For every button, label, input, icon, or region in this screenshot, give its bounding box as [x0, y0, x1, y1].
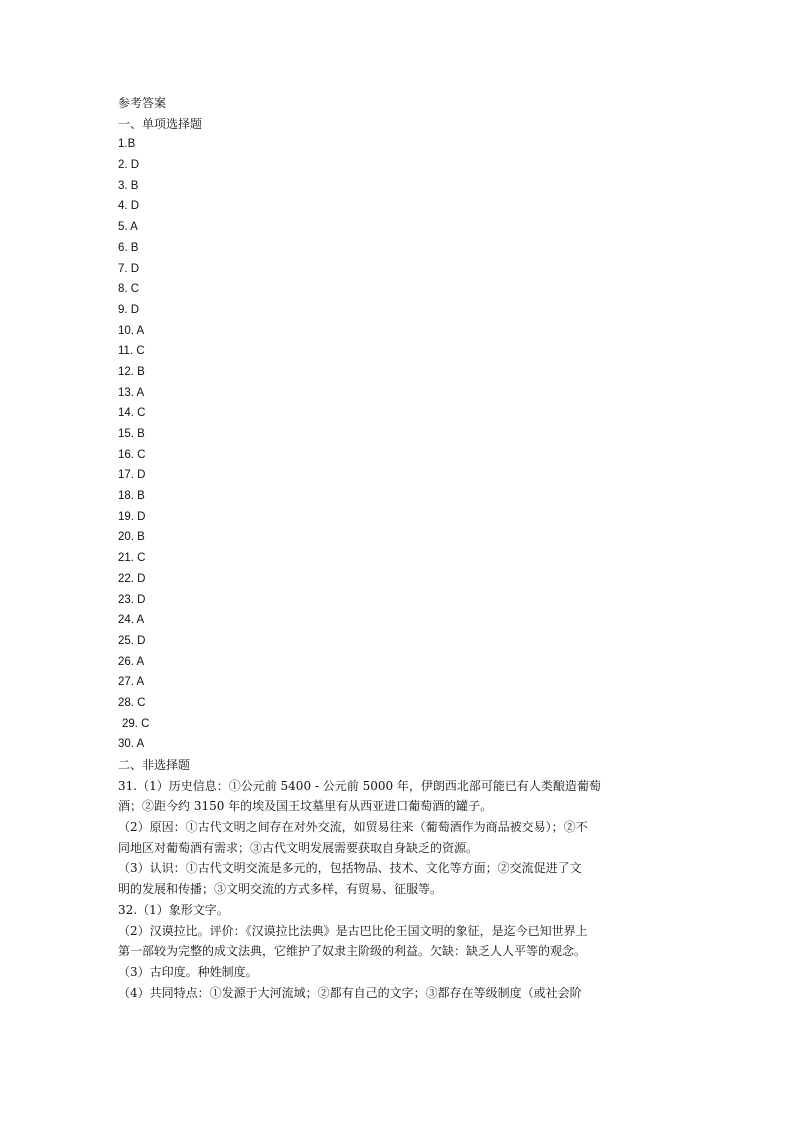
answer-item: 18. B — [118, 490, 145, 503]
answer-item: 20. B — [118, 531, 145, 544]
answer-item: 22. D — [118, 572, 146, 585]
question-31 — [118, 776, 678, 900]
answer-item: 3. B — [118, 179, 139, 192]
answer-item: 8. C — [118, 283, 140, 296]
answer-item: 23. D — [118, 593, 146, 606]
answer-item: 1.B — [118, 138, 136, 151]
section-heading-choice: 一、单项选择题 — [118, 116, 203, 131]
q32-part3: （3）古印度。种姓制度。 — [118, 964, 258, 979]
q32-part4: （4）共同特点：①发源于大河流域；②都有自己的文字；③都存在等级制度（或社会阶 — [118, 985, 582, 1000]
answer-item: 4. D — [118, 200, 140, 213]
q32-part2-line1: （2）汉谟拉比。评价：《汉谟拉比法典》是古巴比伦王国文明的象征，是迄今已知世界上 — [118, 923, 588, 938]
answer-item: 28. C — [118, 696, 146, 709]
answer-item: 9. D — [118, 303, 140, 316]
answer-item: 29. C — [122, 717, 150, 730]
q31-part1-line2: 酒；②距今约 3150 年的埃及国王坟墓里有从西亚进口葡萄酒的罐子。 — [118, 799, 493, 814]
answer-item: 26. A — [118, 655, 145, 668]
q31-part2-line1: （2）原因：①古代文明之间存在对外交流，如贸易往来（葡萄酒作为商品被交易）；②不 — [118, 820, 588, 835]
answer-item: 7. D — [118, 262, 140, 275]
answer-item: 5. A — [118, 221, 138, 234]
q31-part2-line2: 同地区对葡萄酒有需求；③古代文明发展需要获取自身缺乏的资源。 — [118, 840, 479, 855]
q31-part1-line1: 31.（1）历史信息：①公元前 5400 - 公元前 5000 年，伊朗西北部可能已有人类酿造葡萄 — [118, 778, 601, 793]
answer-list — [118, 134, 678, 755]
answer-item: 17. D — [118, 469, 146, 482]
answer-item: 6. B — [118, 241, 139, 254]
q32-part1: 32.（1）象形文字。 — [118, 902, 229, 917]
answer-document — [118, 93, 678, 1003]
answer-item: 14. C — [118, 407, 146, 420]
q31-part3-line2: 明的发展和传播；③文明交流的方式多样，有贸易、征服等。 — [118, 882, 443, 897]
q31-part3-line1: （3）认识：①古代文明交流是多元的，包括物品、技术、文化等方面；②交流促进了文 — [118, 861, 582, 876]
answer-item: 13. A — [118, 386, 145, 399]
section-heading-essay: 二、非选择题 — [118, 758, 191, 772]
q32-part2-line2: 第一部较为完整的成文法典，它维护了奴隶主阶级的利益。欠缺：缺乏人人平等的观念。 — [118, 944, 587, 959]
answer-item: 16. C — [118, 448, 146, 461]
answer-item: 19. D — [118, 510, 146, 523]
answer-item: 30. A — [118, 738, 145, 751]
answer-item: 24. A — [118, 614, 145, 627]
answer-item: 11. C — [118, 345, 145, 358]
answer-item: 15. B — [118, 428, 145, 440]
answer-item: 12. B — [118, 365, 145, 378]
question-32 — [118, 900, 678, 1003]
answer-item: 25. D — [118, 634, 146, 647]
answer-item: 27. A — [118, 676, 145, 689]
doc-title: 参考答案 — [118, 96, 167, 110]
answer-item: 2. D — [118, 159, 140, 172]
answer-item: 21. C — [118, 552, 146, 565]
answer-item: 10. A — [118, 324, 145, 337]
